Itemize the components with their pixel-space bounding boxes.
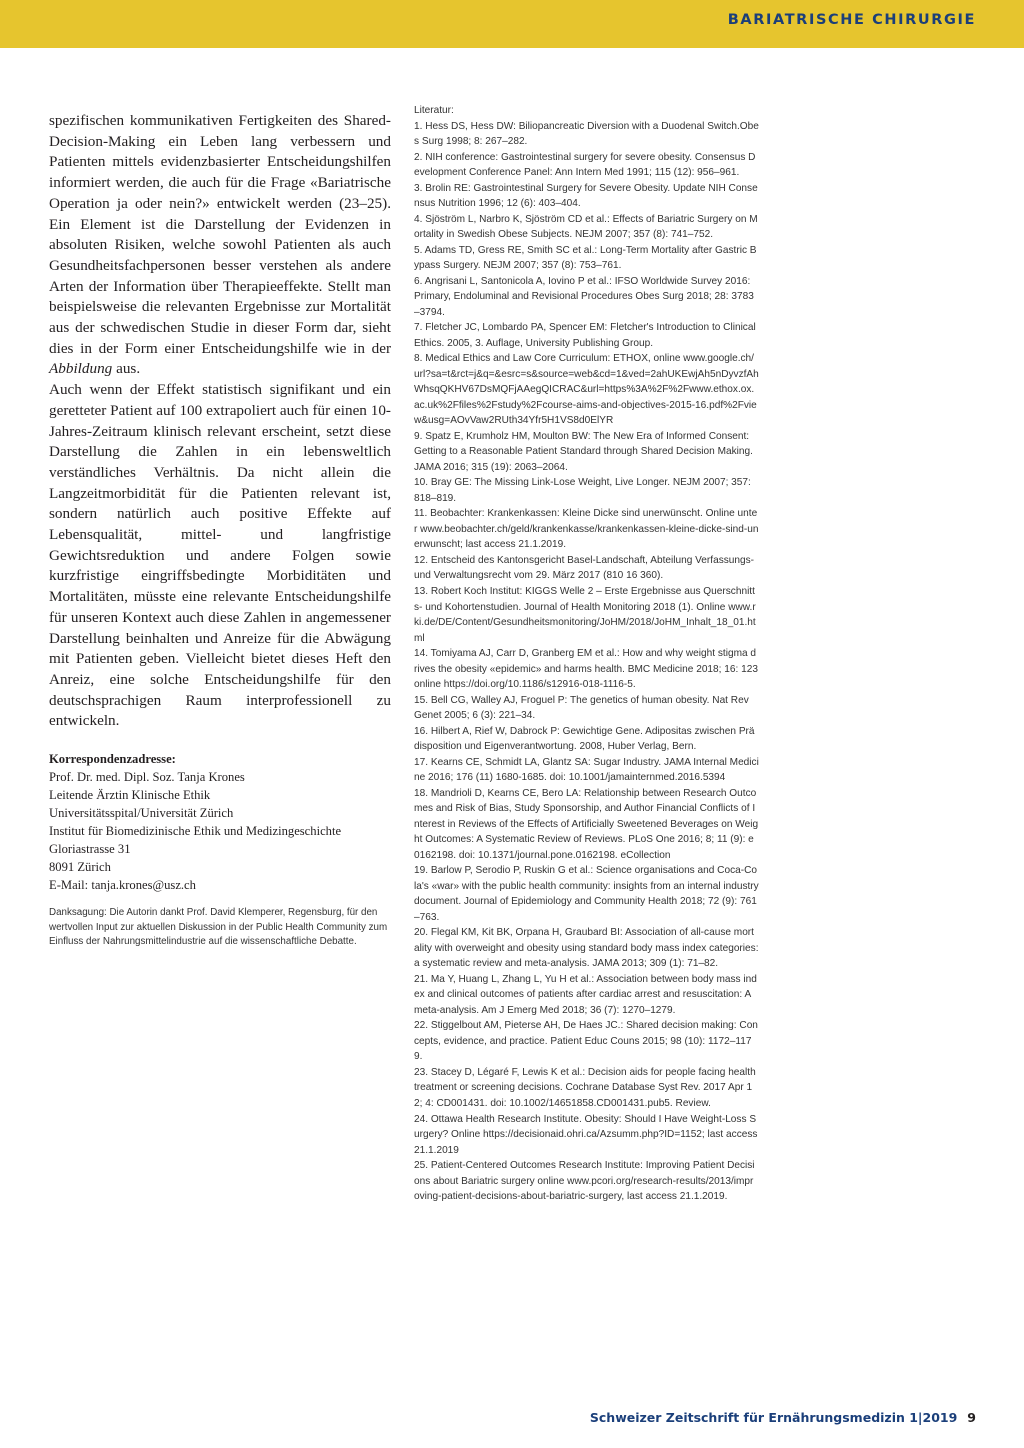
header-banner	[0, 0, 1024, 48]
reference-item: 25. Patient-Centered Outcomes Research Institute: Improving Patient Decisions about Bariatric surgery online www.pcori.org/research-results/2013/improving-patient-decisions-about-bariatric-surgery, last access 21.1.2019.	[414, 1160, 755, 1203]
page-footer	[590, 1410, 976, 1425]
reference-item: 3. Brolin RE: Gastrointestinal Surgery for Severe Obesity. Update NIH Consensus Nutrition 1996; 12 (6): 403–404.	[414, 182, 758, 210]
reference-item: 14. Tomiyama AJ, Carr D, Granberg EM et al.: How and why weight stigma drives the obesity «epidemic» and harms health. BMC Medicine 2018; 16: 123 online https://doi.org/10.1186/s12916-018-1116-5.	[414, 648, 758, 691]
reference-item: 21. Ma Y, Huang L, Zhang L, Yu H et al.: Association between body mass index and clinical outcomes of patients after cardiac arrest and resuscitation: A meta-analysis. Am J Emerg Med 2018; 36 (7): 1270–1279.	[414, 973, 757, 1016]
figure-reference: Abbildung	[49, 360, 113, 378]
reference-item: 4. Sjöström L, Narbro K, Sjöström CD et al.: Effects of Bariatric Surgery on Mortality in Swedish Obese Subjects. NEJM 2007; 357 (8): 741–752.	[414, 213, 758, 241]
correspondence-line: Leitende Ärztin Klinische Ethik	[49, 788, 211, 803]
reference-item: 2. NIH conference: Gastrointestinal surgery for severe obesity. Consensus Development Conference Panel: Ann Intern Med 1991; 115 (12): 956–961.	[414, 151, 756, 179]
reference-item: 5. Adams TD, Gress RE, Smith SC et al.: Long-Term Mortality after Gastric Bypass Surgery. NEJM 2007; 357 (8): 753–761.	[414, 244, 757, 272]
reference-item: 18. Mandrioli D, Kearns CE, Bero LA: Relationship between Research Outcomes and Risk of Bias, Study Sponsorship, and Author Financial Conflicts of Interest in Reviews of the Effects of Artificially Sweetened Beverages on Weight Outcomes: A Systematic Review of Reviews. PLoS One 2016; 8; 11 (9): e0162198. doi: 10.1371/journal.pone.0162198. eCollection	[414, 787, 759, 861]
reference-item: 22. Stiggelbout AM, Pieterse AH, De Haes JC.: Shared decision making: Concepts, evidence, and practice. Patient Educ Couns 2015; 98 (10): 1172–1179.	[414, 1020, 758, 1063]
references-list	[414, 119, 759, 1205]
reference-item: 6. Angrisani L, Santonicola A, Iovino P et al.: IFSO Worldwide Survey 2016: Primary, Endoluminal and Revisional Procedures Obes Surg 2018; 28: 3783–3794.	[414, 275, 754, 318]
correspondence-line: Universitätsspital/Universität Zürich	[49, 806, 234, 821]
reference-item: 17. Kearns CE, Schmidt LA, Glantz SA: Sugar Industry. JAMA Internal Medicine 2016; 176 (11) 1680-1685. doi: 10.1001/jamainternmed.2016.5394	[414, 756, 759, 784]
reference-item: 1. Hess DS, Hess DW: Biliopancreatic Diversion with a Duodenal Switch.Obes Surg 1998; 8: 267–282.	[414, 120, 759, 148]
acknowledgement: Danksagung: Die Autorin dankt Prof. David Klemperer, Regensburg, für den wertvollen Input zur aktuellen Diskussion in der Public Health Community zum Einfluss der Nahrungsmittelindustrie auf die wissenschaftliche Debatte.	[49, 907, 388, 948]
correspondence-line: 8091 Zürich	[49, 860, 111, 875]
journal-title: Schweizer Zeitschrift für Ernährungsmedizin 1|2019	[589, 1410, 958, 1425]
body-paragraph: Auch wenn der Effekt statistisch signifikant und ein geretteter Patient auf 100 extrapoliert auch für einen 10-Jahres-Zeitraum klinisch relevant erscheint, setzt diese Darstellung die Zahlen in ein lebensweltlich verständliches Verhältnis. Da nicht allein die Langzeitmorbidität für die Patienten relevant ist, sondern natürlich auch positive Effekte auf Lebensqualität, mittel- und langfristige Gewichtsreduktion und andere Folgen sowie kurzfristige eingriffsbedingte Morbiditäten und Mortalitäten, müsste eine relevante Entscheidungshilfe für unseren Kontext auch diese Zahlen in angemessener Darstellung beinhalten und Anreize für die Abwägung mit Patienten geben. Vielleicht bietet dieses Heft den Anreiz, eine solche Entscheidungshilfe für den deutschsprachigen Raum interprofessionell zu entwickeln.	[49, 381, 391, 730]
reference-item: 20. Flegal KM, Kit BK, Orpana H, Graubard BI: Association of all-cause mortality with overweight and obesity using standard body mass index categories: a systematic review and meta-analysis. JAMA 2013; 309 (1): 71–82.	[414, 927, 759, 970]
correspondence-email: E-Mail: tanja.krones@usz.ch	[49, 878, 196, 893]
page-number: 9	[967, 1410, 976, 1425]
correspondence-heading: Korrespondenzadresse:	[49, 752, 176, 767]
correspondence-line: Gloriastrasse 31	[49, 842, 131, 857]
main-text-column	[49, 111, 391, 950]
reference-item: 9. Spatz E, Krumholz HM, Moulton BW: The New Era of Informed Consent: Getting to a Reasonable Patient Standard through Shared Decision Making. JAMA 2016; 315 (19): 2063–2064.	[414, 430, 753, 473]
correspondence-block	[49, 750, 391, 894]
reference-item: 16. Hilbert A, Rief W, Dabrock P: Gewichtige Gene. Adipositas zwischen Prädisposition und Eigenverantwortung. 2008, Huber Verlag, Bern.	[414, 725, 755, 753]
references-title: Literatur:	[414, 105, 454, 116]
reference-item: 15. Bell CG, Walley AJ, Froguel P: The genetics of human obesity. Nat Rev Genet 2005; 6 (3): 221–34.	[414, 694, 749, 722]
reference-item: 10. Bray GE: The Missing Link-Lose Weight, Live Longer. NEJM 2007; 357: 818–819.	[414, 477, 751, 504]
reference-item: 8. Medical Ethics and Law Core Curriculum: ETHOX, online www.google.ch/url?sa=t&rct=j&q=&esrc=s&source=web&cd=1&ved=2ahUKEwjAh5nDyvzfAhWhsqQKHV67DsMQFjAAegQICRAC&url=https%3A%2F%2Fwww.ethox.ox.ac.uk%2Ffiles%2Fstudy%2Fcourse-aims-and-objectives-2015-16.pdf%2Fview&usg=AOvVaw2RUth34Yfr5H1VS8d0ElYR	[414, 353, 759, 427]
section-title: BARIATRISCHE CHIRURGIE	[727, 12, 976, 28]
reference-item: 12. Entscheid des Kantonsgericht Basel-Landschaft, Abteilung Verfassungs- und Verwaltungsrecht vom 29. März 2017 (810 16 360).	[414, 554, 755, 582]
reference-item: 23. Stacey D, Légaré F, Lewis K et al.: Decision aids for people facing health treatment or screening decisions. Cochrane Database Syst Rev. 2017 Apr 12; 4: CD001431. doi: 10.1002/14651858.CD001431.pub5. Review.	[414, 1066, 756, 1109]
reference-item: 24. Ottawa Health Research Institute. Obesity: Should I Have Weight-Loss Surgery? Online https://decisionaid.ohri.ca/Azsumm.php?ID=1152; last access 21.1.2019	[414, 1113, 758, 1156]
correspondence-line: Institut für Biomedizinische Ethik und Medizingeschichte	[49, 824, 342, 839]
body-paragraph-tail: aus.	[116, 360, 141, 378]
article-body	[49, 111, 391, 732]
correspondence-line: Prof. Dr. med. Dipl. Soz. Tanja Krones	[49, 770, 245, 785]
reference-item: 11. Beobachter: Krankenkassen: Kleine Dicke sind unerwünscht. Online unter www.beobachter.ch/geld/krankenkasse/krankenkassen-kleine-dicke-sind-unerwunscht; last access 21.1.2019.	[414, 508, 759, 551]
body-paragraph	[49, 111, 391, 380]
reference-item: 19. Barlow P, Serodio P, Ruskin G et al.: Science organisations and Coca-Cola's «war» with the public health community: insights from an internal industry document. Journal of Epidemiology and Community Health 2018; 72 (9): 761–763.	[414, 865, 759, 923]
reference-item: 13. Robert Koch Institut: KIGGS Welle 2 – Erste Ergebnisse aus Querschnitts- und Kohortenstudien. Journal of Health Monitoring 2018 (1). Online www.rki.de/DE/Content/Gesundheitsmonitoring/JoHM/2018/JoHM_Inhalt_18_01.html	[414, 585, 756, 644]
body-paragraph-text: spezifischen kommunikativen Fertigkeiten des Shared-Decision-Making ein Leben lang verbessern und Patienten mittels evidenzbasierter Entscheidungshilfen informiert werden, die auch für die Frage «Bariatrische Operation ja oder nein?» entwickelt werden (23–25). Ein Element ist die Darstellung der Evidenzen in absoluten Risiken, welche sowohl Patienten als auch Gesundheitsfachpersonen besser verstehen als andere Arten der Information über Therapieeffekte. Stellt man beispielsweise die relevanten Ergebnisse zur Mortalität aus der schwedischen Studie in dieser Form dar, sieht dies in der Form einer Entscheidungshilfe wie in der	[49, 112, 391, 357]
references-column	[414, 103, 759, 1205]
reference-item: 7. Fletcher JC, Lombardo PA, Spencer EM: Fletcher's Introduction to Clinical Ethics. 2005, 3. Auflage, University Publishing Group.	[414, 322, 756, 349]
